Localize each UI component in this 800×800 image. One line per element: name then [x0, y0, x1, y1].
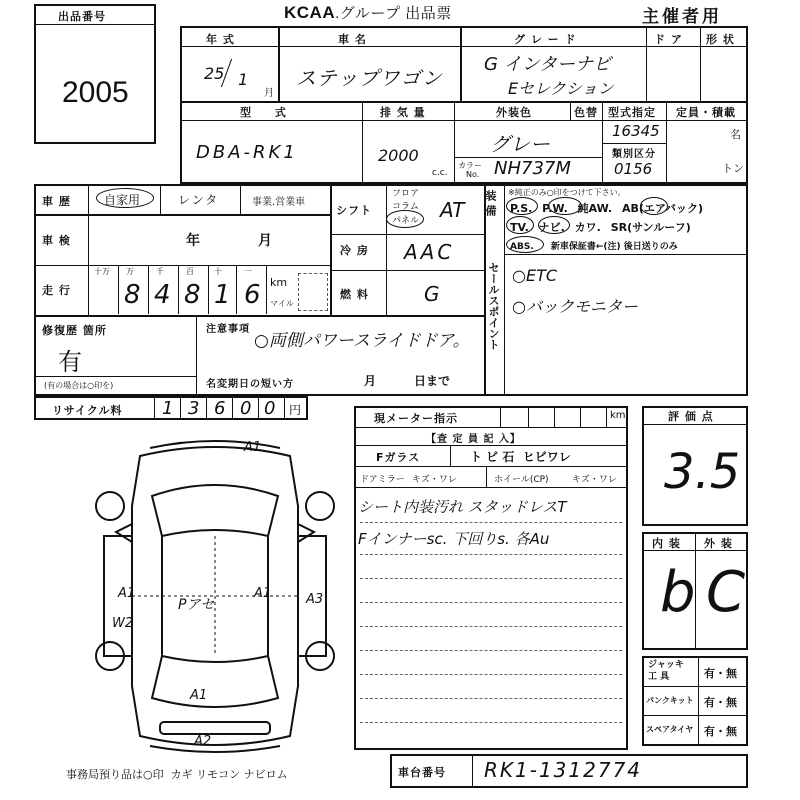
month-value: 1 — [238, 70, 249, 89]
shift-label: シフト — [336, 204, 372, 217]
mileage-place-1k: 千 — [156, 267, 164, 276]
type-spec-label: 型式指定 — [608, 106, 656, 119]
mileage-place-100: 百 — [186, 267, 194, 276]
capacity-unit-persons: 名 — [730, 128, 741, 141]
year-value: 25 — [204, 64, 225, 83]
sales-points-label: セールスポイント — [487, 262, 500, 350]
repair-label: 修復歴 箇所 — [42, 324, 107, 337]
brand-name: KCAA — [284, 3, 336, 22]
recycle-digit-5: 0 — [264, 398, 276, 419]
type-spec-value: 16345 — [612, 122, 660, 140]
score-value: 3.5 — [664, 444, 741, 500]
mirror-options: キズ・ワレ — [412, 475, 457, 485]
name-change-month: 月 — [364, 374, 377, 388]
equipment-line-2 — [510, 219, 691, 235]
mileage-digit-3: 8 — [184, 280, 201, 310]
caution-value: ○両側パワースライドドア。 — [254, 331, 470, 351]
ac-label: 冷 房 — [340, 244, 369, 257]
inspection-year-unit: 年 — [186, 233, 200, 249]
recycle-unit: 円 — [289, 403, 302, 417]
car-name-label: 車 名 — [338, 33, 367, 46]
damage-label-a1-left: A1 — [118, 586, 136, 601]
equip-warranty: 新車保証書←(注) 後日送りのみ — [550, 242, 678, 252]
exterior-color-value: グレー — [490, 132, 550, 156]
score-label: 評 価 点 — [668, 410, 714, 423]
mileage-unit-km: km — [270, 276, 288, 289]
year-label: 年 式 — [206, 33, 235, 46]
glass-label: Fガラス — [376, 451, 421, 464]
glass-options: ト ビ 石 ヒビワレ — [470, 450, 571, 464]
model-value: DBA-RK1 — [196, 142, 298, 163]
chassis-label: 車台番号 — [398, 766, 446, 779]
class-label: 類別区分 — [612, 149, 656, 160]
exterior-value: C — [706, 560, 746, 625]
mileage-unit-mile: マイル — [270, 299, 294, 308]
displacement-label: 排 気 量 — [380, 106, 426, 119]
recycle-digit-3: 6 — [214, 398, 226, 419]
fuel-value: G — [424, 282, 440, 306]
exterior-label: 外 装 — [704, 537, 733, 550]
equip-kawa: カワ. — [574, 221, 601, 234]
equip-sr: SR(サンルーフ) — [610, 221, 691, 234]
door-label: ド ア — [654, 33, 683, 46]
damage-label-a1-right: A1 — [254, 586, 272, 601]
history-option-business: 事業.営業車 — [252, 197, 306, 208]
equip-abs: ABS. — [510, 242, 534, 252]
name-change-label: 名変期日の短い方 — [206, 379, 294, 390]
tool-spare-label: スペアタイヤ — [646, 725, 694, 734]
name-change-day: 日まで — [414, 374, 451, 388]
history-selected-circle — [96, 188, 154, 208]
interior-label: 内 装 — [652, 537, 681, 550]
equip-ab: AB(エアバック) — [621, 202, 704, 215]
recycle-label: リサイクル料 — [52, 404, 123, 417]
class-value: 0156 — [614, 160, 653, 178]
mileage-digit-2: 4 — [154, 280, 171, 310]
damage-label-center: Pアセ — [178, 597, 215, 613]
mileage-digit-4: 1 — [214, 280, 231, 310]
organizer-label: 主催者用 — [642, 7, 722, 27]
month-unit: 月 — [264, 88, 274, 99]
lot-number-box — [34, 4, 156, 144]
color-number-value: NH737M — [494, 158, 571, 179]
history-option-rental: レンタ — [178, 193, 220, 207]
wheel-options: キズ・ワレ — [572, 475, 617, 485]
shape-label: 形 状 — [706, 33, 735, 46]
header-brand — [284, 2, 452, 23]
recycle-digit-1: 1 — [162, 398, 174, 419]
meter-label: 現メーター指示 — [374, 412, 458, 425]
recycle-digit-4: 0 — [240, 398, 252, 419]
damage-label-w2: W2 — [112, 616, 134, 631]
lot-number-label: 出品番号 — [58, 10, 106, 23]
meter-unit: km — [610, 410, 626, 421]
shift-value: AT — [440, 198, 465, 222]
color-change-label: 色替 — [574, 106, 598, 119]
inspector-section-label: 【査 定 員 記 入】 — [426, 434, 521, 445]
wheel-label: ホイール(CP) — [494, 475, 549, 485]
mileage-label: 走 行 — [42, 284, 71, 297]
sheet-title: .グループ 出品票 — [335, 5, 452, 22]
capacity-label: 定員・積載 — [676, 106, 736, 119]
damage-label-a2: A2 — [194, 734, 212, 749]
repair-value: 有 — [58, 348, 82, 376]
grade-value-line1: G インターナビ — [484, 54, 611, 75]
equipment-note: ※純正のみ○印をつけて下さい。 — [508, 188, 626, 197]
car-name-value: ステップワゴン — [296, 66, 443, 90]
damage-label-a3: A3 — [306, 592, 324, 607]
equip-navi: ナビ. — [538, 221, 565, 234]
color-number-label-1: カラー — [458, 161, 482, 170]
damage-label-a1-rear: A1 — [190, 688, 208, 703]
tool-puncture-label: パンクキット — [646, 696, 694, 705]
inspection-label: 車 検 — [42, 234, 71, 247]
mileage-place-100k: 十万 — [94, 267, 110, 276]
damage-label-a1-top: A1 — [244, 440, 262, 455]
shift-option-panel: パネル — [392, 216, 420, 226]
shift-option-floor: フロア — [392, 189, 420, 199]
mileage-digit-5: 6 — [244, 280, 261, 310]
history-option-private: 自家用 — [104, 193, 141, 207]
footer-note: 事務局預り品は○印 カギ リモコン ナビロム — [66, 768, 288, 781]
caution-label: 注意事項 — [206, 324, 250, 335]
sales-point-2: ○バックモニター — [512, 297, 638, 316]
sales-point-1: ○ETC — [512, 266, 558, 285]
ac-value: AAC — [404, 240, 455, 264]
equip-aw: 純AW. — [577, 202, 613, 215]
equipment-line-1 — [510, 200, 703, 216]
chassis-value: RK1-1312774 — [484, 758, 643, 782]
repair-note: (有の場合は○印を) — [44, 381, 114, 390]
tool-spare-value: 有・無 — [704, 725, 737, 738]
recycle-digit-2: 3 — [188, 398, 200, 419]
cc-unit: c.c. — [432, 168, 448, 178]
history-label: 車 歴 — [42, 195, 71, 208]
grade-label: グ レ ー ド — [514, 33, 577, 46]
equip-tv: TV. — [510, 221, 529, 234]
mirror-label: ドアミラー — [360, 475, 405, 485]
mileage-place-10k: 万 — [126, 267, 134, 276]
exterior-color-label: 外装色 — [496, 106, 532, 119]
fuel-label: 燃 料 — [340, 288, 369, 301]
lot-number-value: 2005 — [62, 76, 129, 109]
displacement-value: 2000 — [378, 146, 419, 165]
inspector-note-1: シート内装汚れ スタッドレスT — [358, 498, 567, 516]
equipment-label: 装 備 — [484, 190, 497, 216]
interior-value: b — [660, 560, 696, 625]
mileage-place-1: 一 — [244, 267, 252, 276]
grade-value-line2: Eセレクション — [508, 79, 614, 98]
inspector-note-2: Fインナーsc. 下回りs. 各Au — [358, 530, 550, 548]
shift-selected-circle — [386, 210, 424, 228]
equip-pw: P.W. — [542, 202, 568, 215]
shift-option-column: コラム — [392, 202, 419, 212]
mileage-mile-checkbox[interactable] — [298, 273, 328, 311]
tool-puncture-value: 有・無 — [704, 696, 737, 709]
equip-ps: P.S. — [510, 202, 533, 215]
mileage-digit-1: 8 — [124, 280, 141, 310]
capacity-unit-tons: トン — [722, 162, 744, 175]
inspection-month-unit: 月 — [258, 233, 272, 249]
tool-jack-value: 有・無 — [704, 667, 737, 680]
color-number-label-2: No. — [466, 170, 480, 179]
tool-jack-label: ジャッキ 工 具 — [648, 660, 684, 682]
mileage-place-10: 十 — [214, 267, 222, 276]
model-label: 型 式 — [240, 106, 296, 119]
